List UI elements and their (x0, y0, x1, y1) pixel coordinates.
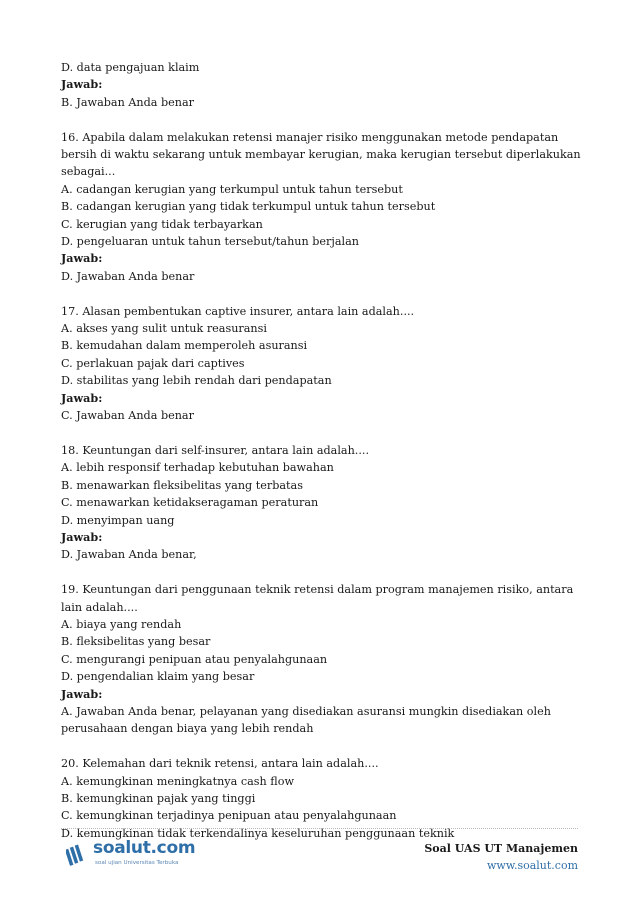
text-line: D. Jawaban Anda benar, (61, 548, 197, 562)
text-line: C. kemungkinan terjadinya penipuan atau penyalahgunaan (61, 809, 397, 823)
logo-wordmark: soalut.com (93, 838, 196, 858)
text-line: D. pengeluaran untuk tahun tersebut/tahun berjalan (61, 235, 359, 249)
footer-divider (61, 828, 578, 829)
answer-label: Jawab: (61, 686, 103, 701)
document-body (61, 59, 586, 842)
text-line: A. akses yang sulit untuk reasuransi (61, 322, 267, 336)
text-line: C. mengurangi penipuan atau penyalahgunaan (61, 652, 328, 666)
text-line: C. kerugian yang tidak terbayarkan (61, 217, 263, 231)
text-line: A. kemungkinan meningkatnya cash flow (61, 774, 295, 788)
text-line: C. perlakuan pajak dari captives (61, 356, 245, 370)
answer-label: Jawab: (61, 77, 103, 92)
text-line: D. data pengajuan klaim (61, 61, 200, 74)
text-line: D. menyimpan uang (61, 513, 175, 527)
text-line: 16. Apabila dalam melakukan retensi manajer risiko menggunakan metode pendapatan bersih di waktu sekarang untuk membayar kerugian, maka kerugian tersebut diperlakukan sebagai... (61, 130, 581, 179)
text-line: B. kemudahan dalam memperoleh asuransi (61, 339, 308, 353)
text-line: 18. Keuntungan dari self-insurer, antara lain adalah.... (61, 443, 370, 457)
text-line: A. cadangan kerugian yang terkumpul untuk tahun tersebut (61, 182, 403, 196)
text-line: 20. Kelemahan dari teknik retensi, antara lain adalah.... (61, 757, 379, 771)
paragraph-gap (61, 425, 586, 442)
text-line: D. Jawaban Anda benar (61, 269, 195, 283)
answer-label: Jawab: (61, 390, 103, 405)
text-line: D. kemungkinan tidak terkendalinya keseluruhan penggunaan teknik (61, 826, 455, 840)
footer-title: Soal UAS UT Manajemen (424, 842, 578, 855)
paragraph-gap (61, 564, 586, 581)
logo-tagline: soal ujian Universitas Terbuka (95, 860, 179, 866)
answer-label: Jawab: (61, 529, 103, 544)
footer-url-link[interactable]: www.soalut.com (487, 859, 578, 872)
text-line: 17. Alasan pembentukan captive insurer, antara lain adalah.... (61, 304, 415, 318)
text-line: D. pengendalian klaim yang besar (61, 670, 255, 684)
text-line: D. stabilitas yang lebih rendah dari pendapatan (61, 374, 332, 388)
text-line: B. menawarkan fleksibelitas yang terbatas (61, 478, 303, 492)
text-line: A. lebih responsif terhadap kebutuhan bawahan (61, 461, 334, 475)
text-line: C. Jawaban Anda benar (61, 409, 194, 423)
text-line: B. cadangan kerugian yang tidak terkumpul untuk tahun tersebut (61, 200, 436, 214)
text-line: B. fleksibelitas yang besar (61, 635, 211, 649)
text-line: C. menawarkan ketidakseragaman peraturan (61, 496, 319, 510)
text-line: B. Jawaban Anda benar (61, 95, 195, 109)
text-line: B. kemungkinan pajak yang tinggi (61, 791, 256, 805)
text-line: A. Jawaban Anda benar, pelayanan yang disediakan asuransi mungkin disediakan oleh perusahaan dengan biaya yang lebih rendah (61, 704, 551, 736)
footer-info (424, 840, 578, 874)
text-line: A. biaya yang rendah (61, 617, 182, 631)
paragraph-gap (61, 738, 586, 755)
paragraph-gap (61, 285, 586, 302)
answer-label: Jawab: (61, 251, 103, 266)
paragraph-gap (61, 111, 586, 128)
soalut-logo-icon (66, 836, 94, 876)
text-line: 19. Keuntungan dari penggunaan teknik retensi dalam program manajemen risiko, antara lain adalah.... (61, 583, 574, 614)
